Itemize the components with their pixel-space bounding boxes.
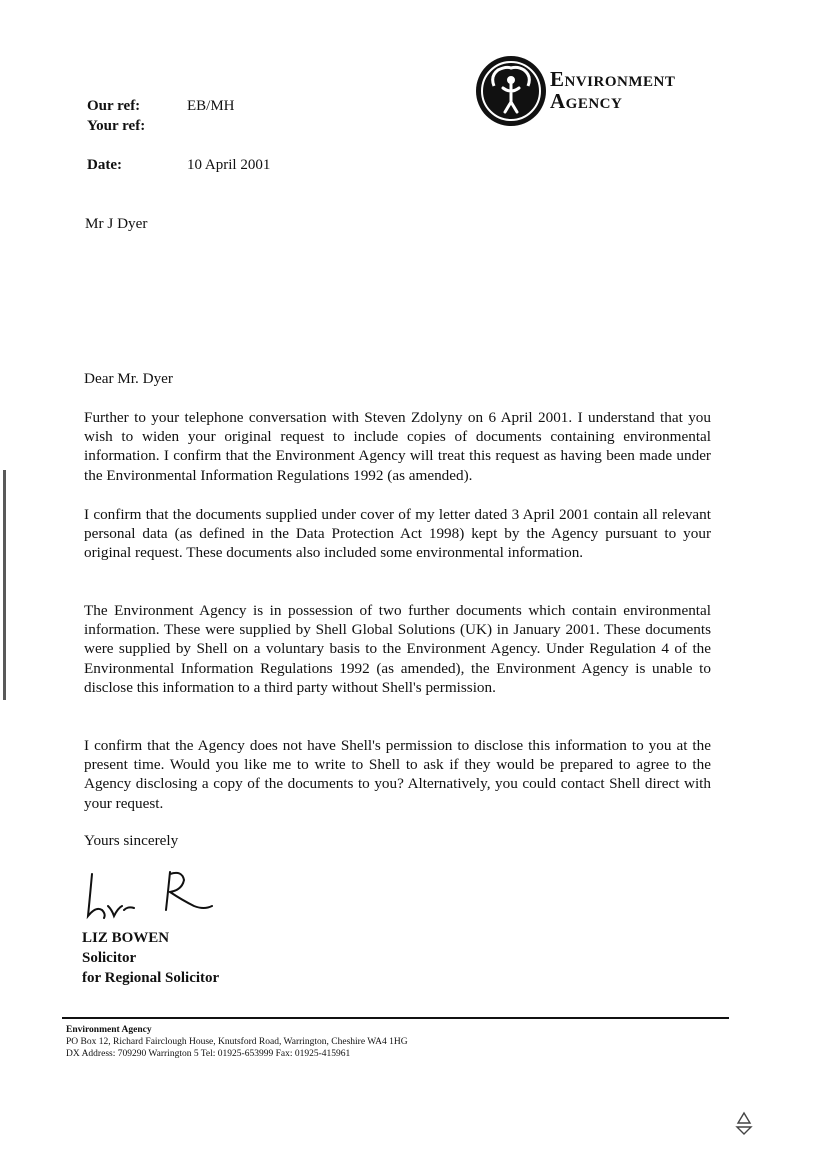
- closing: Yours sincerely: [84, 832, 179, 849]
- recipient-name: Mr J Dyer: [85, 215, 148, 232]
- signatory-for: for Regional Solicitor: [82, 970, 220, 986]
- scan-edge-mark: [3, 470, 6, 700]
- footer-address: PO Box 12, Richard Fairclough House, Knutsford Road, Warrington, Cheshire WA4 1HG: [66, 1037, 408, 1047]
- environment-agency-logo-icon: [476, 56, 546, 126]
- your-ref-label: Your ref:: [87, 118, 146, 134]
- signatory-title: Solicitor: [82, 950, 137, 966]
- footer-address-block: [66, 1024, 408, 1060]
- signatory-block: [82, 928, 219, 988]
- logo-line-1: Environment: [550, 67, 676, 91]
- paragraph-3: The Environment Agency is in possession of two further documents which contain environmental information. These were supplied by Shell Global Solutions (UK) in January 2001. These documents were supplied by Shell on a voluntary basis to the Environment Agency. Under Regulation 4 of the Environmental Information Regulations 1992 (as amended), the Environment Agency is unable to disclose this information to a third party without Shell's permission.: [84, 602, 711, 696]
- our-ref-label: Our ref:: [87, 98, 141, 114]
- paragraph-4: I confirm that the Agency does not have Shell's permission to disclose this information to you at the present time. Would you like me to write to Shell to ask if they would be prepared to agree to the Agency disclosing a copy of the documents to you? Alternatively, you could contact Shell direct with your request.: [84, 737, 711, 812]
- logo-wordmark: [550, 68, 675, 112]
- our-ref-value: EB/MH: [187, 98, 235, 114]
- paragraph-2: I confirm that the documents supplied under cover of my letter dated 3 April 2001 contain all relevant personal data (as defined in the Data Protection Act 1998) kept by the Agency pursuant to your original request. These documents also included some environmental information.: [84, 506, 711, 562]
- recycle-icon: [731, 1110, 757, 1136]
- date-value: 10 April 2001: [187, 157, 271, 173]
- footer-org: Environment Agency: [66, 1025, 152, 1035]
- salutation: Dear Mr. Dyer: [84, 370, 173, 387]
- date-label: Date:: [87, 157, 122, 173]
- logo-line-2: Agency: [550, 89, 623, 113]
- footer-contact: DX Address: 709290 Warrington 5 Tel: 01925-653999 Fax: 01925-415961: [66, 1049, 351, 1059]
- signatory-name: LIZ BOWEN: [82, 930, 170, 946]
- paragraph-1: Further to your telephone conversation with Steven Zdolyny on 6 April 2001. I understand that you wish to widen your original request to include copies of documents containing environmental information. I confirm that the Environment Agency will treat this request as having been made under the Environmental Information Regulations 1992 (as amended).: [84, 409, 711, 484]
- footer-divider: [62, 1017, 729, 1019]
- handwritten-signature: [82, 866, 222, 928]
